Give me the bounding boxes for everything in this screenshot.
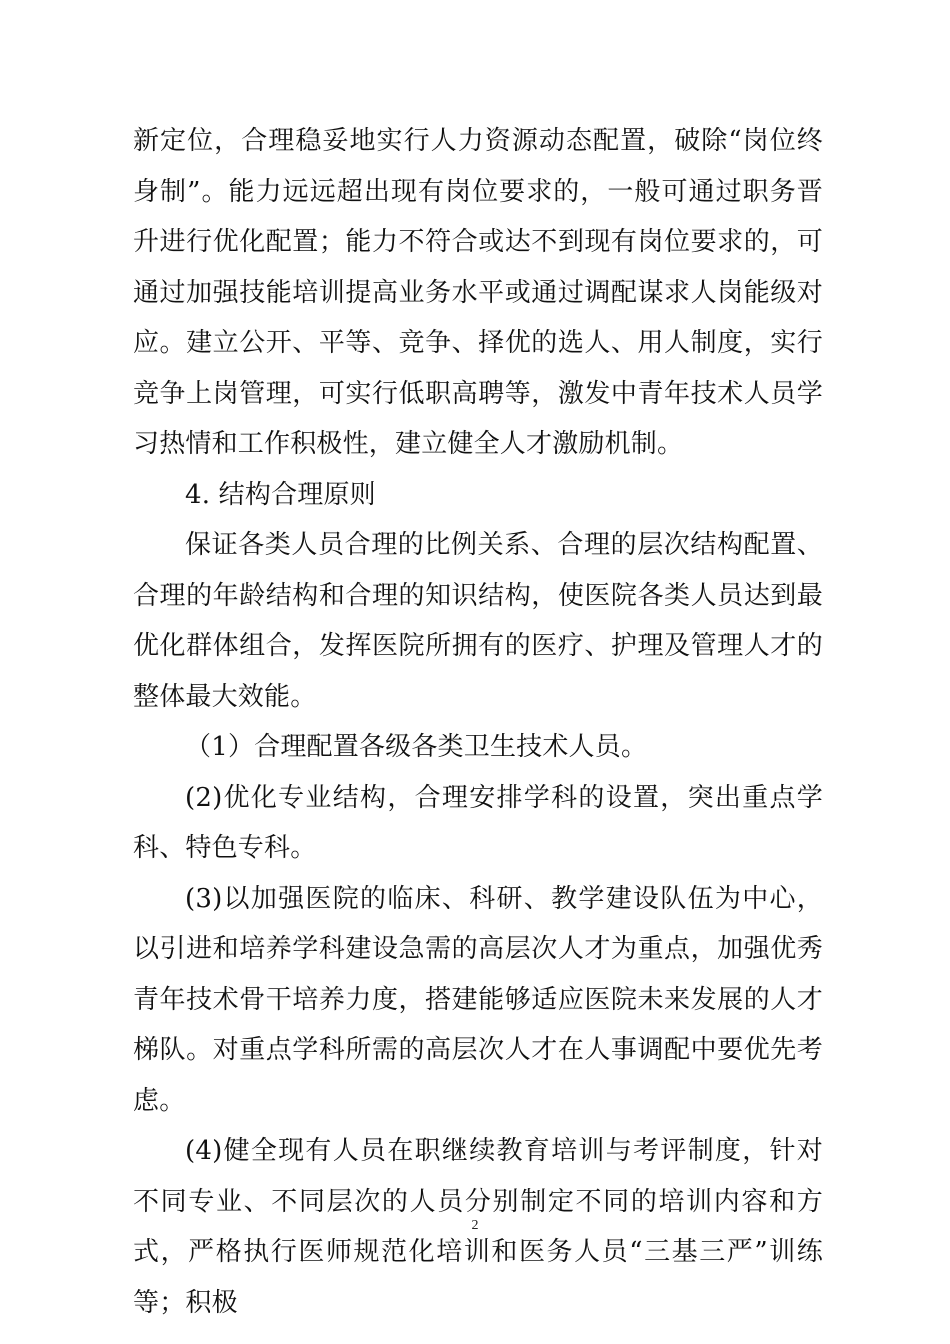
section-heading: 4. 结构合理原则	[185, 479, 376, 510]
list-item-2: (2)优化专业结构，合理安排学科的设置，突出重点学科、特色专科。	[133, 782, 823, 863]
list-item-1: （1）合理配置各级各类卫生技术人员。	[185, 732, 648, 762]
paragraph-continuation: 新定位，合理稳妥地实行人力资源动态配置，破除“岗位终身制”。能力远远超出现有岗位要求的，一般可通过职务晋升进行优化配置；能力不符合或达不到现有岗位要求的，可通过加强技能培训提高业务水平或通过调配谋求人岗能级对应。建立公开、平等、竞争、择优的选人、用人制度，实行竞争上岗管理，可实行低职高聘等，激发中青年技术人员学习热情和工作积极性，建立健全人才激励机制。	[133, 126, 823, 459]
list-item-4: (4)健全现有人员在职继续教育培训与考评制度，针对不同专业、不同层次的人员分别制定不同的培训内容和方式，严格执行医师规范化培训和医务人员“三基三严”训练等；积极	[133, 1136, 823, 1318]
page-number: 2	[471, 1218, 479, 1233]
paragraph-principle: 保证各类人员合理的比例关系、合理的层次结构配置、合理的年龄结构和合理的知识结构，使医院各类人员达到最优化群体组合，发挥医院所拥有的医疗、护理及管理人才的整体最大效能。	[133, 530, 823, 712]
document-body	[133, 116, 823, 1328]
list-item-3: (3)以加强医院的临床、科研、教学建设队伍为中心，以引进和培养学科建设急需的高层次人才为重点，加强优秀青年技术骨干培养力度，搭建能够适应医院未来发展的人才梯队。对重点学科所需的高层次人才在人事调配中要优先考虑。	[133, 883, 823, 1116]
